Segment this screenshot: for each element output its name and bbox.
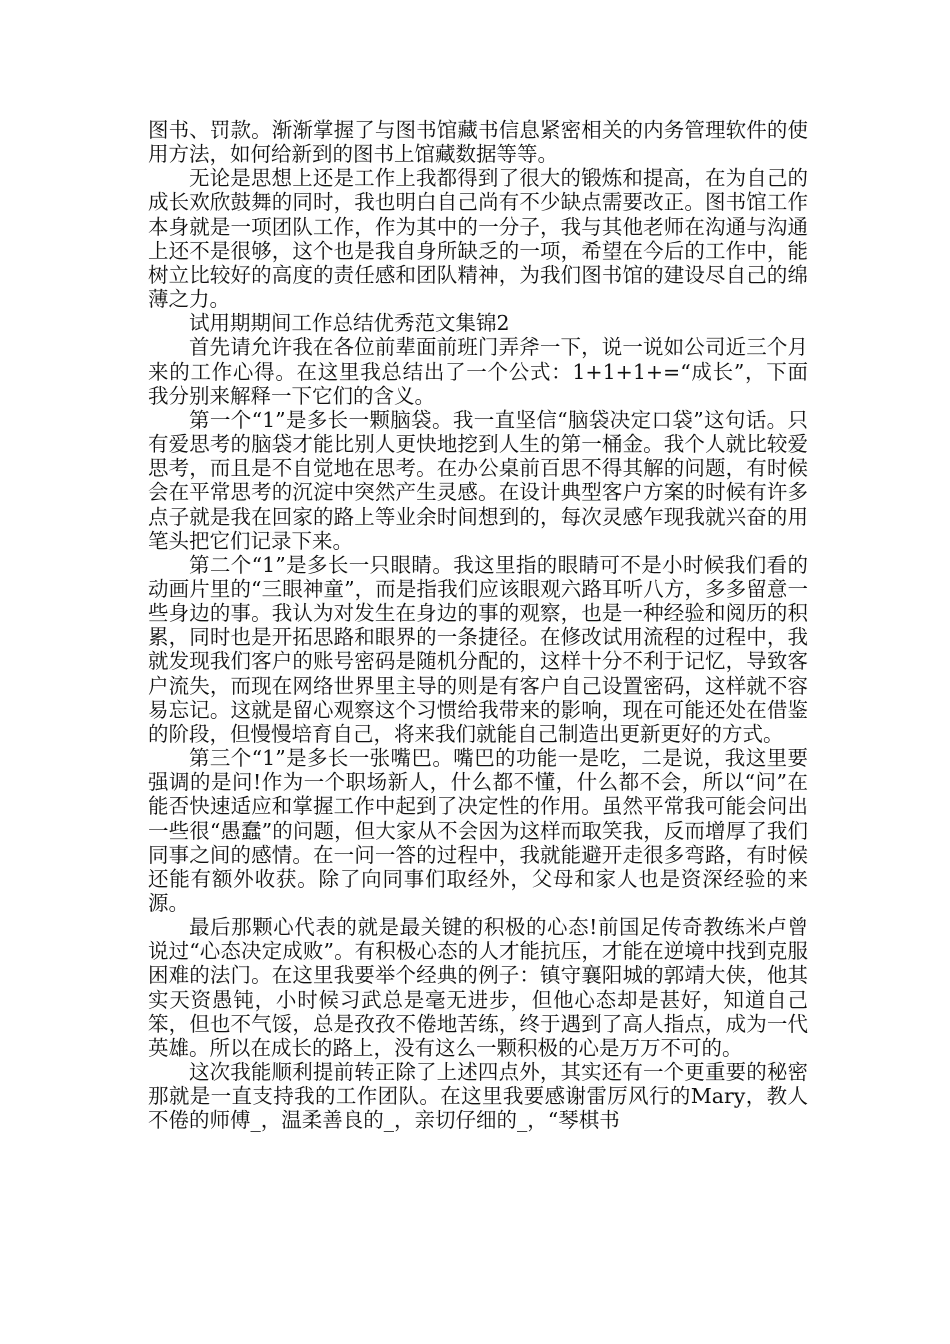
paragraph-8: 这次我能顺利提前转正除了上述四点外，其实还有一个更重要的秘密那就是一直支持我的工作团队。在这里我要感谢雷厉风行的Mary，教人不倦的师傅_，温柔善良的_，亲切仔细的_，“琴棋书 bbox=[148, 1060, 808, 1133]
section-heading: 试用期期间工作总结优秀范文集锦2 bbox=[189, 311, 510, 336]
paragraph-1: 图书、罚款。渐渐掌握了与图书馆藏书信息紧密相关的内务管理软件的使用方法，如何给新到的图书上馆藏数据等等。 bbox=[148, 118, 808, 167]
paragraph-5: 第二个“1”是多长一只眼睛。我这里指的眼睛可不是小时候我们看的动画片里的“三眼神童”，而是指我们应该眼观六路耳听八方，多多留意一些身边的事。我认为对发生在身边的事的观察，也是一种经验和阅历的积累，同时也是开拓思路和眼界的一条捷径。在修改试用流程的过程中，我就发现我们客户的账号密码是随机分配的，这样十分不利于记忆，导致客户流失，而现在网络世界里主导的则是有客户自己设置密码，这样就不容易忘记。这就是留心观察这个习惯给我带来的影响，现在可能还处在借鉴的阶段，但慢慢培育自己，将来我们就能自己制造出更新更好的方式。 bbox=[148, 552, 808, 746]
document-body bbox=[148, 118, 808, 1133]
paragraph-2: 无论是思想上还是工作上我都得到了很大的锻炼和提高，在为自己的成长欢欣鼓舞的同时，我也明白自己尚有不少缺点需要改正。图书馆工作本身就是一项团队工作，作为其中的一分子，我与其他老师在沟通与沟通上还不是很够，这个也是我自身所缺乏的一项，希望在今后的工作中，能树立比较好的高度的责任感和团队精神，为我们图书馆的建设尽自己的绵薄之力。 bbox=[148, 166, 808, 312]
paragraph-6: 第三个“1”是多长一张嘴巴。嘴巴的功能一是吃，二是说，我这里要强调的是问!作为一个职场新人，什么都不懂，什么都不会，所以“问”在能否快速适应和掌握工作中起到了决定性的作用。虽然平常我可能会问出一些很“愚蠢”的问题，但大家从不会因为这样而取笑我，反而增厚了我们同事之间的感情。在一问一答的过程中，我就能避开走很多弯路，有时候还能有额外收获。除了向同事们取经外，父母和家人也是资深经验的来源。 bbox=[148, 746, 808, 915]
paragraph-3: 首先请允许我在各位前辈面前班门弄斧一下，说一说如公司近三个月来的工作心得。在这里我总结出了一个公式：1+1+1+=“成长”，下面我分别来解释一下它们的含义。 bbox=[148, 335, 808, 408]
paragraph-7: 最后那颗心代表的就是最关键的积极的心态!前国足传奇教练米卢曾说过“心态决定成败”。有积极心态的人才能抗压，才能在逆境中找到克服困难的法门。在这里我要举个经典的例子：镇守襄阳城的郭靖大侠，他其实天资愚钝，小时候习武总是毫无进步，但他心态却是甚好，知道自己笨，但也不气馁，总是孜孜不倦地苦练，终于遇到了高人指点，成为一代英雄。所以在成长的路上，没有这么一颗积极的心是万万不可的。 bbox=[148, 915, 808, 1060]
paragraph-4: 第一个“1”是多长一颗脑袋。我一直坚信“脑袋决定口袋”这句话。只有爱思考的脑袋才能比别人更快地挖到人生的第一桶金。我个人就比较爱思考，而且是不自觉地在思考。在办公桌前百思不得其解的问题，有时候会在平常思考的沉淀中突然产生灵感。在设计典型客户方案的时候有许多点子就是我在回家的路上等业余时间想到的，每次灵感乍现我就兴奋的用笔头把它们记录下来。 bbox=[148, 407, 808, 553]
